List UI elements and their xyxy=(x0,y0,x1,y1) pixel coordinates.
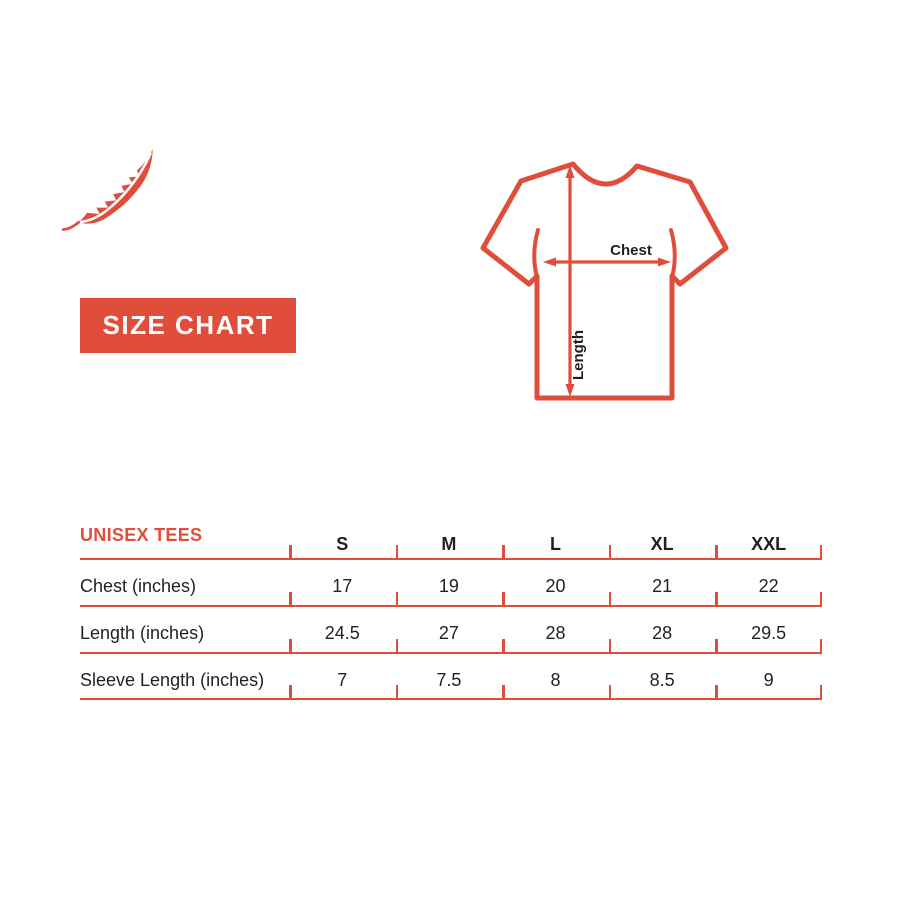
sleeve-l: 8 xyxy=(550,669,561,690)
row-label-chest: Chest (inches) xyxy=(80,575,197,596)
table-rule xyxy=(80,592,822,607)
size-chart-banner-label: SIZE CHART xyxy=(102,310,274,340)
column-header-s: S xyxy=(336,534,349,554)
table-group-title: UNISEX TEES xyxy=(80,525,203,545)
chest-xl: 21 xyxy=(652,575,673,596)
length-arrow-label: Length xyxy=(570,330,587,380)
length-xl: 28 xyxy=(652,622,673,643)
table-rule xyxy=(80,639,822,654)
length-xxl: 29.5 xyxy=(751,622,787,643)
length-s: 24.5 xyxy=(324,622,360,643)
chest-m: 19 xyxy=(438,575,459,596)
sleeve-xl: 8.5 xyxy=(649,669,675,690)
armhole-seam-left xyxy=(534,230,538,277)
armhole-seam-right xyxy=(671,230,675,277)
column-header-xl: XL xyxy=(650,534,674,554)
chest-l: 20 xyxy=(545,575,566,596)
sleeve-xxl: 9 xyxy=(763,669,774,690)
chest-xxl: 22 xyxy=(758,575,779,596)
row-label-length: Length (inches) xyxy=(80,622,205,643)
tshirt-outline xyxy=(483,164,726,398)
table-rule xyxy=(80,545,822,560)
column-header-l: L xyxy=(549,534,561,554)
chest-s: 17 xyxy=(332,575,353,596)
sleeve-m: 7.5 xyxy=(436,669,462,690)
size-chart-banner xyxy=(80,298,296,353)
length-l: 28 xyxy=(545,622,566,643)
row-label-sleeve-length: Sleeve Length (inches) xyxy=(80,669,265,690)
chest-arrow-label: Chest xyxy=(610,242,652,259)
length-m: 27 xyxy=(438,622,459,643)
feather-icon xyxy=(58,138,162,242)
sleeve-s: 7 xyxy=(337,669,348,690)
column-header-m: M xyxy=(441,534,457,554)
table-rule xyxy=(80,685,822,700)
column-header-xxl: XXL xyxy=(751,534,787,554)
tshirt-diagram xyxy=(470,152,738,410)
